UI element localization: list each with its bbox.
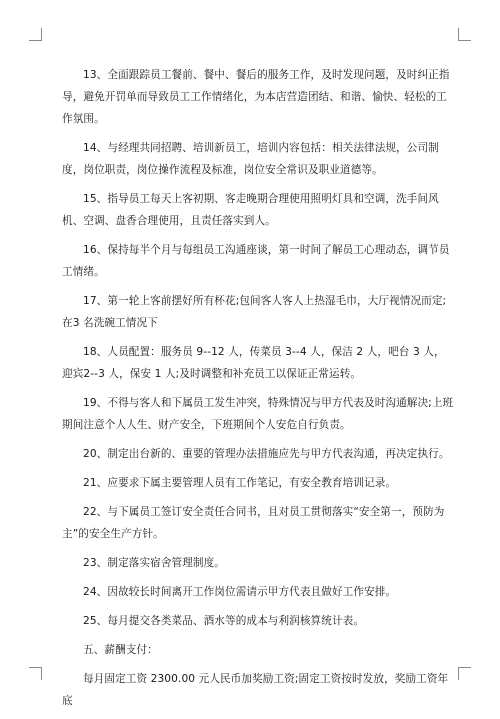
paragraph-25: 25、每月提交各类菜品、酒水等的成本与利润核算统计表。 bbox=[83, 615, 365, 627]
paragraph-20: 20、制定出台新的、重要的管理办法措施应先与甲方代表沟通，再决定执行。 bbox=[83, 448, 450, 460]
paragraph-17: 17、第一轮上客前摆好所有杯花;包间客人客人上热湿毛巾，大厅视情况而定;在3 名洗碗工情况下 bbox=[62, 295, 447, 329]
paragraph-15: 15、指导员工每天上客初期、客走晚期合理使用照明灯具和空调，洗手间风机、空调、盘香合理使用，且责任落实到人。 bbox=[62, 193, 439, 227]
crop-mark-bottom-right bbox=[458, 667, 471, 680]
paragraph-23: 23、制定落实宿舍管理制度。 bbox=[83, 557, 226, 569]
crop-mark-bottom-left bbox=[29, 667, 42, 680]
paragraph-22: 22、与下属员工签订安全责任合同书，且对员工贯彻落实“安全第一，预防为主”的安全生产方针。 bbox=[62, 506, 445, 540]
paragraph-16: 16、保持每半个月与每组员工沟通座谈，第一时间了解员工心理动态，调节员工情绪。 bbox=[62, 244, 450, 278]
paragraph-19: 19、不得与客人和下属员工发生冲突，特殊情况与甲方代表及时沟通解决;上班期间注意个人人生、财产安全，下班期间个人安危自行负责。 bbox=[62, 397, 454, 431]
paragraph-24: 24、因故较长时间离开工作岗位需请示甲方代表且做好工作安排。 bbox=[83, 586, 397, 598]
paragraph-13: 13、全面跟踪员工餐前、餐中、餐后的服务工作，及时发现问题，及时纠正指导，避免开罚单而导致员工工作情绪化，为本店营造团结、和谐、愉快、轻松的工作氛围。 bbox=[62, 69, 450, 125]
paragraph-18: 18、人员配置：服务员 9--12 人，传菜员 3--4 人，保洁 2 人，吧台 3 人，迎宾2--3 人，保安 1 人;及时调整和补充员工以保证正常运转。 bbox=[62, 346, 445, 380]
paragraph-14: 14、与经理共同招聘、培训新员工，培训内容包括：相关法律法规，公司制度，岗位职责，岗位操作流程及标准，岗位安全常识及职业道德等。 bbox=[62, 142, 439, 176]
section-heading-salary: 五、薪酬支付： bbox=[83, 644, 158, 656]
crop-mark-top-right bbox=[458, 28, 471, 41]
paragraph-21: 21、应要求下属主要管理人员有工作笔记，有安全教育培训记录。 bbox=[83, 477, 397, 489]
crop-mark-top-left bbox=[29, 28, 42, 41]
paragraph-salary: 每月固定工资 2300.00 元人民币加奖励工资;固定工资按时发放，奖励工资年底 bbox=[62, 673, 449, 707]
document-body bbox=[62, 64, 454, 719]
